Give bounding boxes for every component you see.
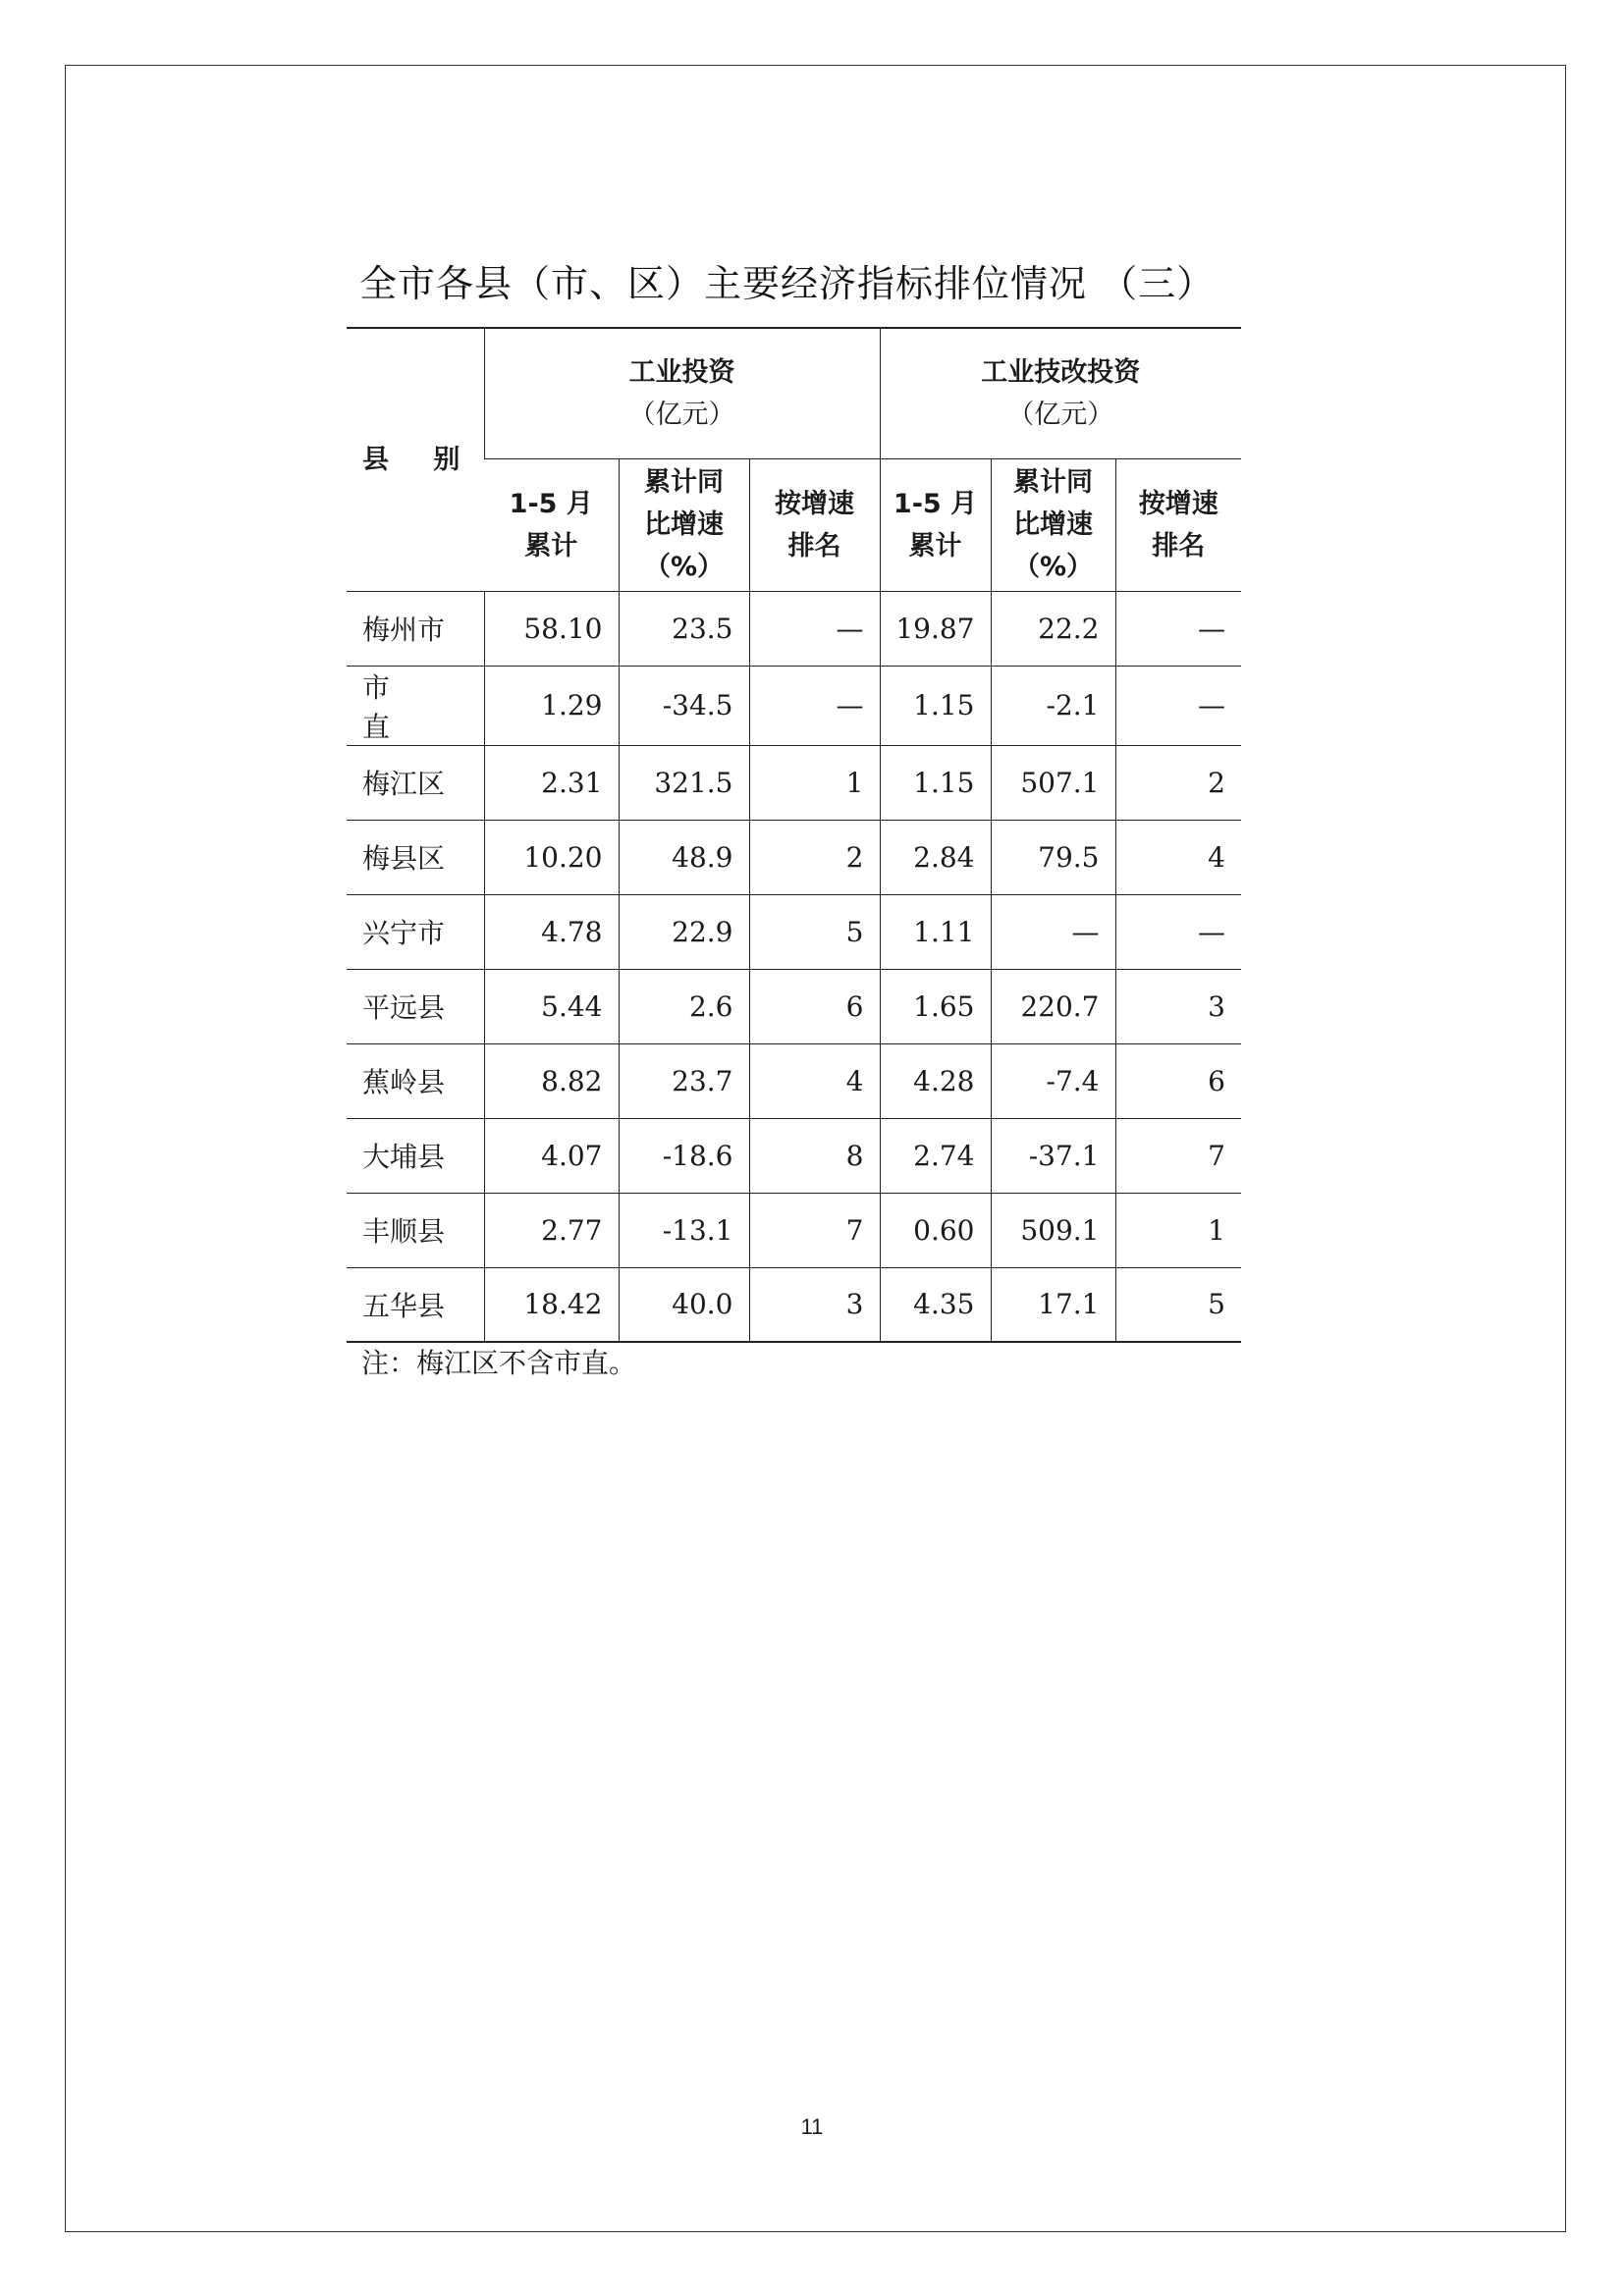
inv-growth: -13.1 <box>619 1193 749 1267</box>
page-number: 11 <box>800 2114 824 2139</box>
header-line: （%） <box>1012 552 1094 582</box>
tech-rank: 2 <box>1115 745 1241 820</box>
header-line: 累计同 <box>644 467 724 498</box>
tech-rank: — <box>1115 591 1241 666</box>
tech-growth: 79.5 <box>991 820 1115 894</box>
table-row <box>347 1043 1241 1118</box>
county-name: 兴宁市 <box>347 894 484 969</box>
county-name: 梅县区 <box>347 820 484 894</box>
inv-cumulative: 5.44 <box>484 969 619 1043</box>
inv-cumulative: 8.82 <box>484 1043 619 1118</box>
county-name: 蕉岭县 <box>347 1043 484 1118</box>
header-line: 1-5 月 <box>893 488 978 519</box>
header-line: 比增速 <box>1013 509 1093 540</box>
tech-rank: 7 <box>1115 1118 1241 1193</box>
inv-rank: 7 <box>749 1193 880 1267</box>
industrial-investment-header <box>484 328 880 458</box>
inv-growth: 40.0 <box>619 1267 749 1342</box>
inv-cumulative: 1.29 <box>484 666 619 745</box>
inv-cumulative: 58.10 <box>484 591 619 666</box>
economic-indicators-table <box>347 327 1241 1343</box>
inv-rank: 4 <box>749 1043 880 1118</box>
inv-cumulative-header <box>484 458 619 591</box>
inv-rank: 3 <box>749 1267 880 1342</box>
inv-rank: 1 <box>749 745 880 820</box>
tech-growth: -7.4 <box>991 1043 1115 1118</box>
inv-growth: -18.6 <box>619 1118 749 1193</box>
tech-rank: 1 <box>1115 1193 1241 1267</box>
table-row <box>347 1267 1241 1342</box>
tech-cumulative-header <box>880 458 991 591</box>
inv-growth: -34.5 <box>619 666 749 745</box>
tech-cumulative: 1.15 <box>880 666 991 745</box>
inv-rank: 6 <box>749 969 880 1043</box>
tech-rank: 6 <box>1115 1043 1241 1118</box>
tech-cumulative: 1.15 <box>880 745 991 820</box>
inv-growth: 321.5 <box>619 745 749 820</box>
tech-cumulative: 2.74 <box>880 1118 991 1193</box>
industrial-investment-unit: （亿元） <box>628 399 735 430</box>
tech-growth: — <box>991 894 1115 969</box>
table-row <box>347 666 1241 745</box>
tech-growth: 507.1 <box>991 745 1115 820</box>
tech-growth: 22.2 <box>991 591 1115 666</box>
header-line: 1-5 月 <box>509 488 593 519</box>
tech-rank: — <box>1115 894 1241 969</box>
tech-growth: 17.1 <box>991 1267 1115 1342</box>
header-line: 累计 <box>524 530 578 561</box>
header-line: （%） <box>643 552 725 582</box>
header-line: 累计 <box>908 530 962 561</box>
inv-growth: 2.6 <box>619 969 749 1043</box>
inv-growth: 23.7 <box>619 1043 749 1118</box>
county-name: 梅州市 <box>347 591 484 666</box>
tech-growth-header <box>991 458 1115 591</box>
table-row <box>347 1193 1241 1267</box>
table-row <box>347 820 1241 894</box>
county-name: 市 直 <box>347 666 484 745</box>
inv-cumulative: 18.42 <box>484 1267 619 1342</box>
tech-cumulative: 1.11 <box>880 894 991 969</box>
inv-cumulative: 2.31 <box>484 745 619 820</box>
county-name: 五华县 <box>347 1267 484 1342</box>
tech-cumulative: 0.60 <box>880 1193 991 1267</box>
table-row <box>347 969 1241 1043</box>
tech-rank: 4 <box>1115 820 1241 894</box>
tech-rank: — <box>1115 666 1241 745</box>
tech-investment-header <box>880 328 1241 458</box>
document-title: 全市各县（市、区）主要经济指标排位情况 （三） <box>359 262 1216 305</box>
inv-rank: — <box>749 666 880 745</box>
inv-growth-header <box>619 458 749 591</box>
tech-rank-header <box>1115 458 1241 591</box>
county-name: 大埔县 <box>347 1118 484 1193</box>
header-line: 累计同 <box>1013 467 1093 498</box>
header-line: 按增速 <box>775 488 854 519</box>
inv-rank-header <box>749 458 880 591</box>
table-row <box>347 591 1241 666</box>
tech-cumulative: 4.28 <box>880 1043 991 1118</box>
tech-rank: 3 <box>1115 969 1241 1043</box>
table-row <box>347 894 1241 969</box>
inv-growth: 48.9 <box>619 820 749 894</box>
header-line: 按增速 <box>1138 488 1218 519</box>
tech-cumulative: 2.84 <box>880 820 991 894</box>
tech-growth: 509.1 <box>991 1193 1115 1267</box>
inv-rank: 5 <box>749 894 880 969</box>
tech-rank: 5 <box>1115 1267 1241 1342</box>
tech-growth: 220.7 <box>991 969 1115 1043</box>
inv-rank: — <box>749 591 880 666</box>
header-line: 比增速 <box>644 509 724 540</box>
tech-growth: -2.1 <box>991 666 1115 745</box>
inv-cumulative: 4.07 <box>484 1118 619 1193</box>
table-row <box>347 1118 1241 1193</box>
tech-cumulative: 1.65 <box>880 969 991 1043</box>
county-name: 平远县 <box>347 969 484 1043</box>
inv-cumulative: 2.77 <box>484 1193 619 1267</box>
inv-growth: 22.9 <box>619 894 749 969</box>
county-name: 丰顺县 <box>347 1193 484 1267</box>
industrial-investment-title: 工业投资 <box>628 356 735 388</box>
inv-cumulative: 10.20 <box>484 820 619 894</box>
header-line: 排名 <box>1152 530 1206 561</box>
tech-investment-title: 工业技改投资 <box>981 356 1141 388</box>
county-column-header: 县 别 <box>347 328 484 591</box>
tech-investment-unit: （亿元） <box>1007 399 1114 430</box>
tech-growth: -37.1 <box>991 1118 1115 1193</box>
county-name: 梅江区 <box>347 745 484 820</box>
inv-cumulative: 4.78 <box>484 894 619 969</box>
inv-growth: 23.5 <box>619 591 749 666</box>
tech-cumulative: 19.87 <box>880 591 991 666</box>
tech-cumulative: 4.35 <box>880 1267 991 1342</box>
inv-rank: 8 <box>749 1118 880 1193</box>
table-footnote: 注：梅江区不含市直。 <box>361 1347 637 1379</box>
inv-rank: 2 <box>749 820 880 894</box>
table-row <box>347 745 1241 820</box>
header-line: 排名 <box>787 530 841 561</box>
